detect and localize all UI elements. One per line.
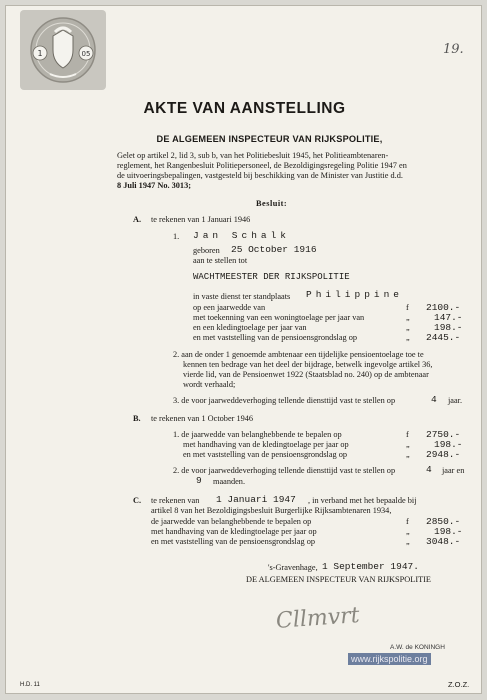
pension-label: en met vaststelling van de pensioensgrondslag op [193,333,358,342]
item3-unit: jaar. [448,396,463,405]
turn-over-note: Z.O.Z. [448,680,470,689]
item2-line: 2. aan de onder 1 genoemde ambtenaar een tijdelijke pensioentoelage toe te [173,350,424,359]
b-salary-amount: 2750.- [426,429,461,440]
clothing-label: en een kledingtoelage per jaar van [193,323,307,332]
section-a-date: te rekenen van 1 Januari 1946 [151,215,251,224]
svg-text:1: 1 [37,49,43,58]
signature: Cllmvrt [275,603,361,634]
clothing-amount: 198.- [434,322,463,333]
c-clothing-amount: 198.- [434,526,463,537]
c-salary-amount: 2850.- [426,516,461,527]
item2-line: wordt verhaald; [183,380,236,389]
section-c-date: 1 Januari 1947 [216,494,296,505]
item3-line: 3. de voor jaarweddeverhoging tellende diensttijd vast te stellen op [173,396,396,405]
section-c-letter: C. [133,496,142,505]
currency-sign: f [406,430,409,439]
housing-label: met toekenning van een woningtoelage per jaar van [193,313,365,322]
preamble-line: Gelet op artikel 2, lid 3, sub b, van het Politiebesluit 1945, het Politieambtenaren- [117,151,389,160]
c-salary-label: de jaarwedde van belanghebbende te bepalen op [151,517,312,526]
b-item2-unit: maanden. [213,477,246,486]
housing-amount: 147.- [434,312,463,323]
rank: WACHTMEESTER DER RIJKSPOLITIE [193,272,350,282]
currency-sign: „ [406,440,410,449]
b-item2-line: 2. de voor jaarweddeverhoging tellende diensttijd vast te stellen op [173,466,396,475]
pension-amount: 2445.- [426,332,461,343]
c-pension-label: en met vaststelling van de pensioensgrondslag op [151,537,316,546]
signatory-title: DE ALGEMEEN INSPECTEUR VAN RIJKSPOLITIE [246,575,431,584]
besluit-heading: Besluit: [256,199,288,208]
salary-label: op een jaarwedde van [193,303,266,312]
born-date: 25 October 1916 [231,244,317,255]
item2-line: kennen ten bedrage van het deel der bijdrage, betwelk ingevolge artikel 36, [183,360,433,369]
b-clothing-amount: 198.- [434,439,463,450]
b-item2-years: 4 [426,464,432,475]
section-c-line1: , in verband met het bepaalde bij [308,496,417,505]
form-code: H.D. 11 [20,682,40,688]
section-b-letter: B. [133,414,141,423]
issuer-heading: DE ALGEMEEN INSPECTEUR VAN RIJKSPOLITIE, [156,134,383,144]
b-pension-label: en met vaststelling van de pensioensgrondslag op [183,450,348,459]
watermark-label: www.rijkspolitie.org [348,653,431,665]
b-clothing-label: met handhaving van de kledingtoelage per jaar op [183,440,349,449]
item3-value: 4 [431,394,437,405]
preamble-line: reglement, het Rangenbesluit Politiepersoneel, de Bezoldigingsregeling Politie 1947 en [117,161,407,170]
document-title: AKTE VAN AANSTELLING [143,100,346,117]
b-pension-amount: 2948.- [426,449,461,460]
currency-sign: „ [406,323,410,332]
place: 's-Gravenhage, [268,563,318,572]
b-item2-unit: jaar en [442,466,465,475]
born-label: geboren [193,246,220,255]
currency-sign: „ [406,450,410,459]
section-c-prefix: te rekenen van [151,496,200,505]
standplaats-value: Philippine [306,289,404,300]
c-clothing-label: met handhaving van de kledingtoelage per jaar op [151,527,317,536]
item2-line: vierde lid, van de Pensioenwet 1922 (Staatsblad no. 240) op de ambtenaar [183,370,429,379]
seal-icon [20,10,106,90]
preamble-line: de uitvoeringsbepalingen, vastgesteld bij beschikking van de Minister van Justitie d.d. [117,171,403,180]
section-a-letter: A. [133,215,142,224]
section-b-date: te rekenen van 1 October 1946 [151,414,254,423]
currency-sign: „ [406,313,410,322]
standplaats-label: in vaste dienst ter standplaats [193,292,291,301]
currency-sign: „ [406,333,410,342]
coat-of-arms-seal [20,10,106,90]
b-salary-label: 1. de jaarwedde van belanghebbende te bepalen op [173,430,342,439]
currency-sign: „ [406,537,410,546]
currency-sign: f [406,303,409,312]
svg-text:05: 05 [81,50,91,58]
currency-sign: f [406,517,409,526]
signer-name: A.W. de KONINGH [390,644,445,651]
section-c-line2: artikel 8 van het Bezoldigingsbesluit Burgerlijke Rijksambtenaren 1934, [151,506,392,515]
appointee-name: Jan Schalk [193,230,291,241]
salary-amount: 2100.- [426,302,461,313]
corner-mark: 19. [443,42,464,57]
preamble-line: 8 Juli 1947 No. 3013; [117,181,191,190]
appoint-line: aan te stellen tot [193,256,248,265]
item-number: 1. [173,232,180,241]
sign-date: 1 September 1947. [322,561,419,572]
b-item2-months: 9 [196,475,202,486]
c-pension-amount: 3048.- [426,536,461,547]
document-page [5,5,482,694]
currency-sign: „ [406,527,410,536]
